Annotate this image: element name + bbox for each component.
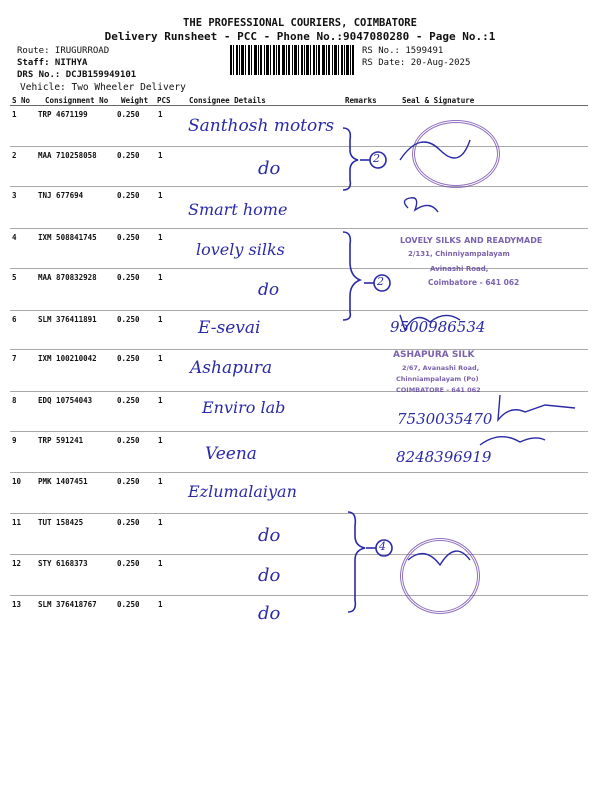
- row-consignment: IXM 508841745: [38, 233, 97, 242]
- col-weight: Weight: [121, 96, 149, 105]
- consignee-name: do: [258, 525, 281, 546]
- consignee-name: do: [258, 280, 280, 300]
- row-weight: 0.250: [117, 559, 140, 568]
- row-consignment: TUT 158425: [38, 518, 84, 527]
- company-title: THE PROFESSIONAL COURIERS, COIMBATORE: [183, 17, 417, 29]
- row-weight: 0.250: [117, 518, 140, 527]
- rs-date: RS Date: 20-Aug-2025: [362, 58, 471, 68]
- row-consignment: MAA 710258058: [38, 151, 97, 160]
- remark-3: 4: [379, 540, 386, 553]
- consignee-name: lovely silks: [196, 240, 285, 259]
- stamp-asha-line4: COIMBATORE - 641 062: [396, 386, 481, 394]
- col-sno: S No: [12, 96, 31, 105]
- col-consignment: Consignment No: [45, 96, 109, 105]
- row-sno: 3: [12, 191, 17, 200]
- runsheet-subtitle: Delivery Runsheet - PCC - Phone No.:9047080280 - Page No.:1: [104, 30, 496, 43]
- stamp-lovely-line4: Coimbatore - 641 062: [428, 278, 520, 287]
- row-sno: 1: [12, 110, 17, 119]
- row-pcs: 1: [158, 477, 163, 486]
- rs-number: RS No.: 1599491: [362, 46, 444, 56]
- row-sno: 10: [12, 477, 22, 486]
- consignee-name: Santhosh motors: [188, 116, 335, 136]
- row-sno: 9: [12, 436, 17, 445]
- row-pcs: 1: [158, 273, 163, 282]
- row-sno: 6: [12, 315, 17, 324]
- row-sno: 4: [12, 233, 17, 242]
- row-weight: 0.250: [117, 233, 140, 242]
- row-consignment: TRP 4671199: [38, 110, 88, 119]
- stamp-asha-line3: Chinniampalayam (Po): [396, 375, 479, 383]
- consignee-name: E-sevai: [198, 318, 261, 338]
- row-weight: 0.250: [117, 477, 140, 486]
- row-pcs: 1: [158, 151, 163, 160]
- stamp-lovely-line2: 2/131, Chinniyampalayam: [408, 250, 510, 258]
- consignee-name: do: [258, 565, 281, 586]
- row-weight: 0.250: [117, 354, 140, 363]
- row-pcs: 1: [158, 315, 163, 324]
- row-weight: 0.250: [117, 600, 140, 609]
- row-consignment: TNJ 677694: [38, 191, 84, 200]
- consignee-name: Ezlumalaiyan: [188, 482, 297, 501]
- row-consignment: SLM 376411891: [38, 315, 97, 324]
- row-consignment: TRP 591241: [38, 436, 84, 445]
- row-pcs: 1: [158, 191, 163, 200]
- consignee-name: do: [258, 603, 281, 624]
- stamp-lovely-line1: LOVELY SILKS AND READYMADE: [400, 236, 543, 245]
- row-pcs: 1: [158, 600, 163, 609]
- row-sno: 7: [12, 354, 17, 363]
- row-pcs: 1: [158, 396, 163, 405]
- row-weight: 0.250: [117, 151, 140, 160]
- row-weight: 0.250: [117, 436, 140, 445]
- col-remarks: Remarks: [345, 96, 377, 105]
- row-consignment: PMK 1407451: [38, 477, 88, 486]
- row-pcs: 1: [158, 518, 163, 527]
- row-sno: 11: [12, 518, 22, 527]
- route: Route: IRUGURROAD: [17, 46, 110, 56]
- row-consignment: EDQ 10754043: [38, 396, 93, 405]
- row-weight: 0.250: [117, 315, 140, 324]
- stamp-asha-line2: 2/67, Avanashi Road,: [402, 364, 480, 372]
- col-pcs: PCS: [157, 96, 171, 105]
- phone-3: 8248396919: [396, 448, 492, 466]
- stamp-lovely-line3: Avinashi Road,: [430, 265, 489, 273]
- consignee-name: do: [258, 158, 281, 179]
- row-pcs: 1: [158, 233, 163, 242]
- row-pcs: 1: [158, 436, 163, 445]
- phone-2: 7530035470: [397, 410, 493, 428]
- row-sno: 12: [12, 559, 22, 568]
- row-sno: 8: [12, 396, 17, 405]
- consignee-name: Smart home: [188, 200, 288, 219]
- row-pcs: 1: [158, 559, 163, 568]
- consignee-name: Enviro lab: [202, 398, 286, 417]
- phone-1: 9500986534: [390, 318, 486, 336]
- row-sno: 2: [12, 151, 17, 160]
- row-sno: 5: [12, 273, 17, 282]
- col-seal: Seal & Signature: [402, 96, 475, 105]
- row-sno: 13: [12, 600, 22, 609]
- stamp-asha-line1: ASHAPURA SILK: [393, 350, 475, 360]
- remark-1: 2: [373, 152, 380, 165]
- row-consignment: MAA 870832928: [38, 273, 97, 282]
- consignee-name: Veena: [205, 444, 257, 464]
- row-weight: 0.250: [117, 191, 140, 200]
- row-weight: 0.250: [117, 110, 140, 119]
- consignee-name: Ashapura: [190, 358, 273, 378]
- row-weight: 0.250: [117, 396, 140, 405]
- row-pcs: 1: [158, 110, 163, 119]
- drs-number: DRS No.: DCJB159949101: [17, 70, 137, 80]
- staff: Staff: NITHYA: [17, 58, 88, 68]
- row-weight: 0.250: [117, 273, 140, 282]
- vehicle: Vehicle: Two Wheeler Delivery: [20, 82, 186, 93]
- col-consignee: Consignee Details: [189, 96, 266, 105]
- row-consignment: SLM 376418767: [38, 600, 97, 609]
- row-consignment: IXM 100210042: [38, 354, 97, 363]
- remark-2: 2: [377, 275, 384, 288]
- row-consignment: STY 6168373: [38, 559, 88, 568]
- row-pcs: 1: [158, 354, 163, 363]
